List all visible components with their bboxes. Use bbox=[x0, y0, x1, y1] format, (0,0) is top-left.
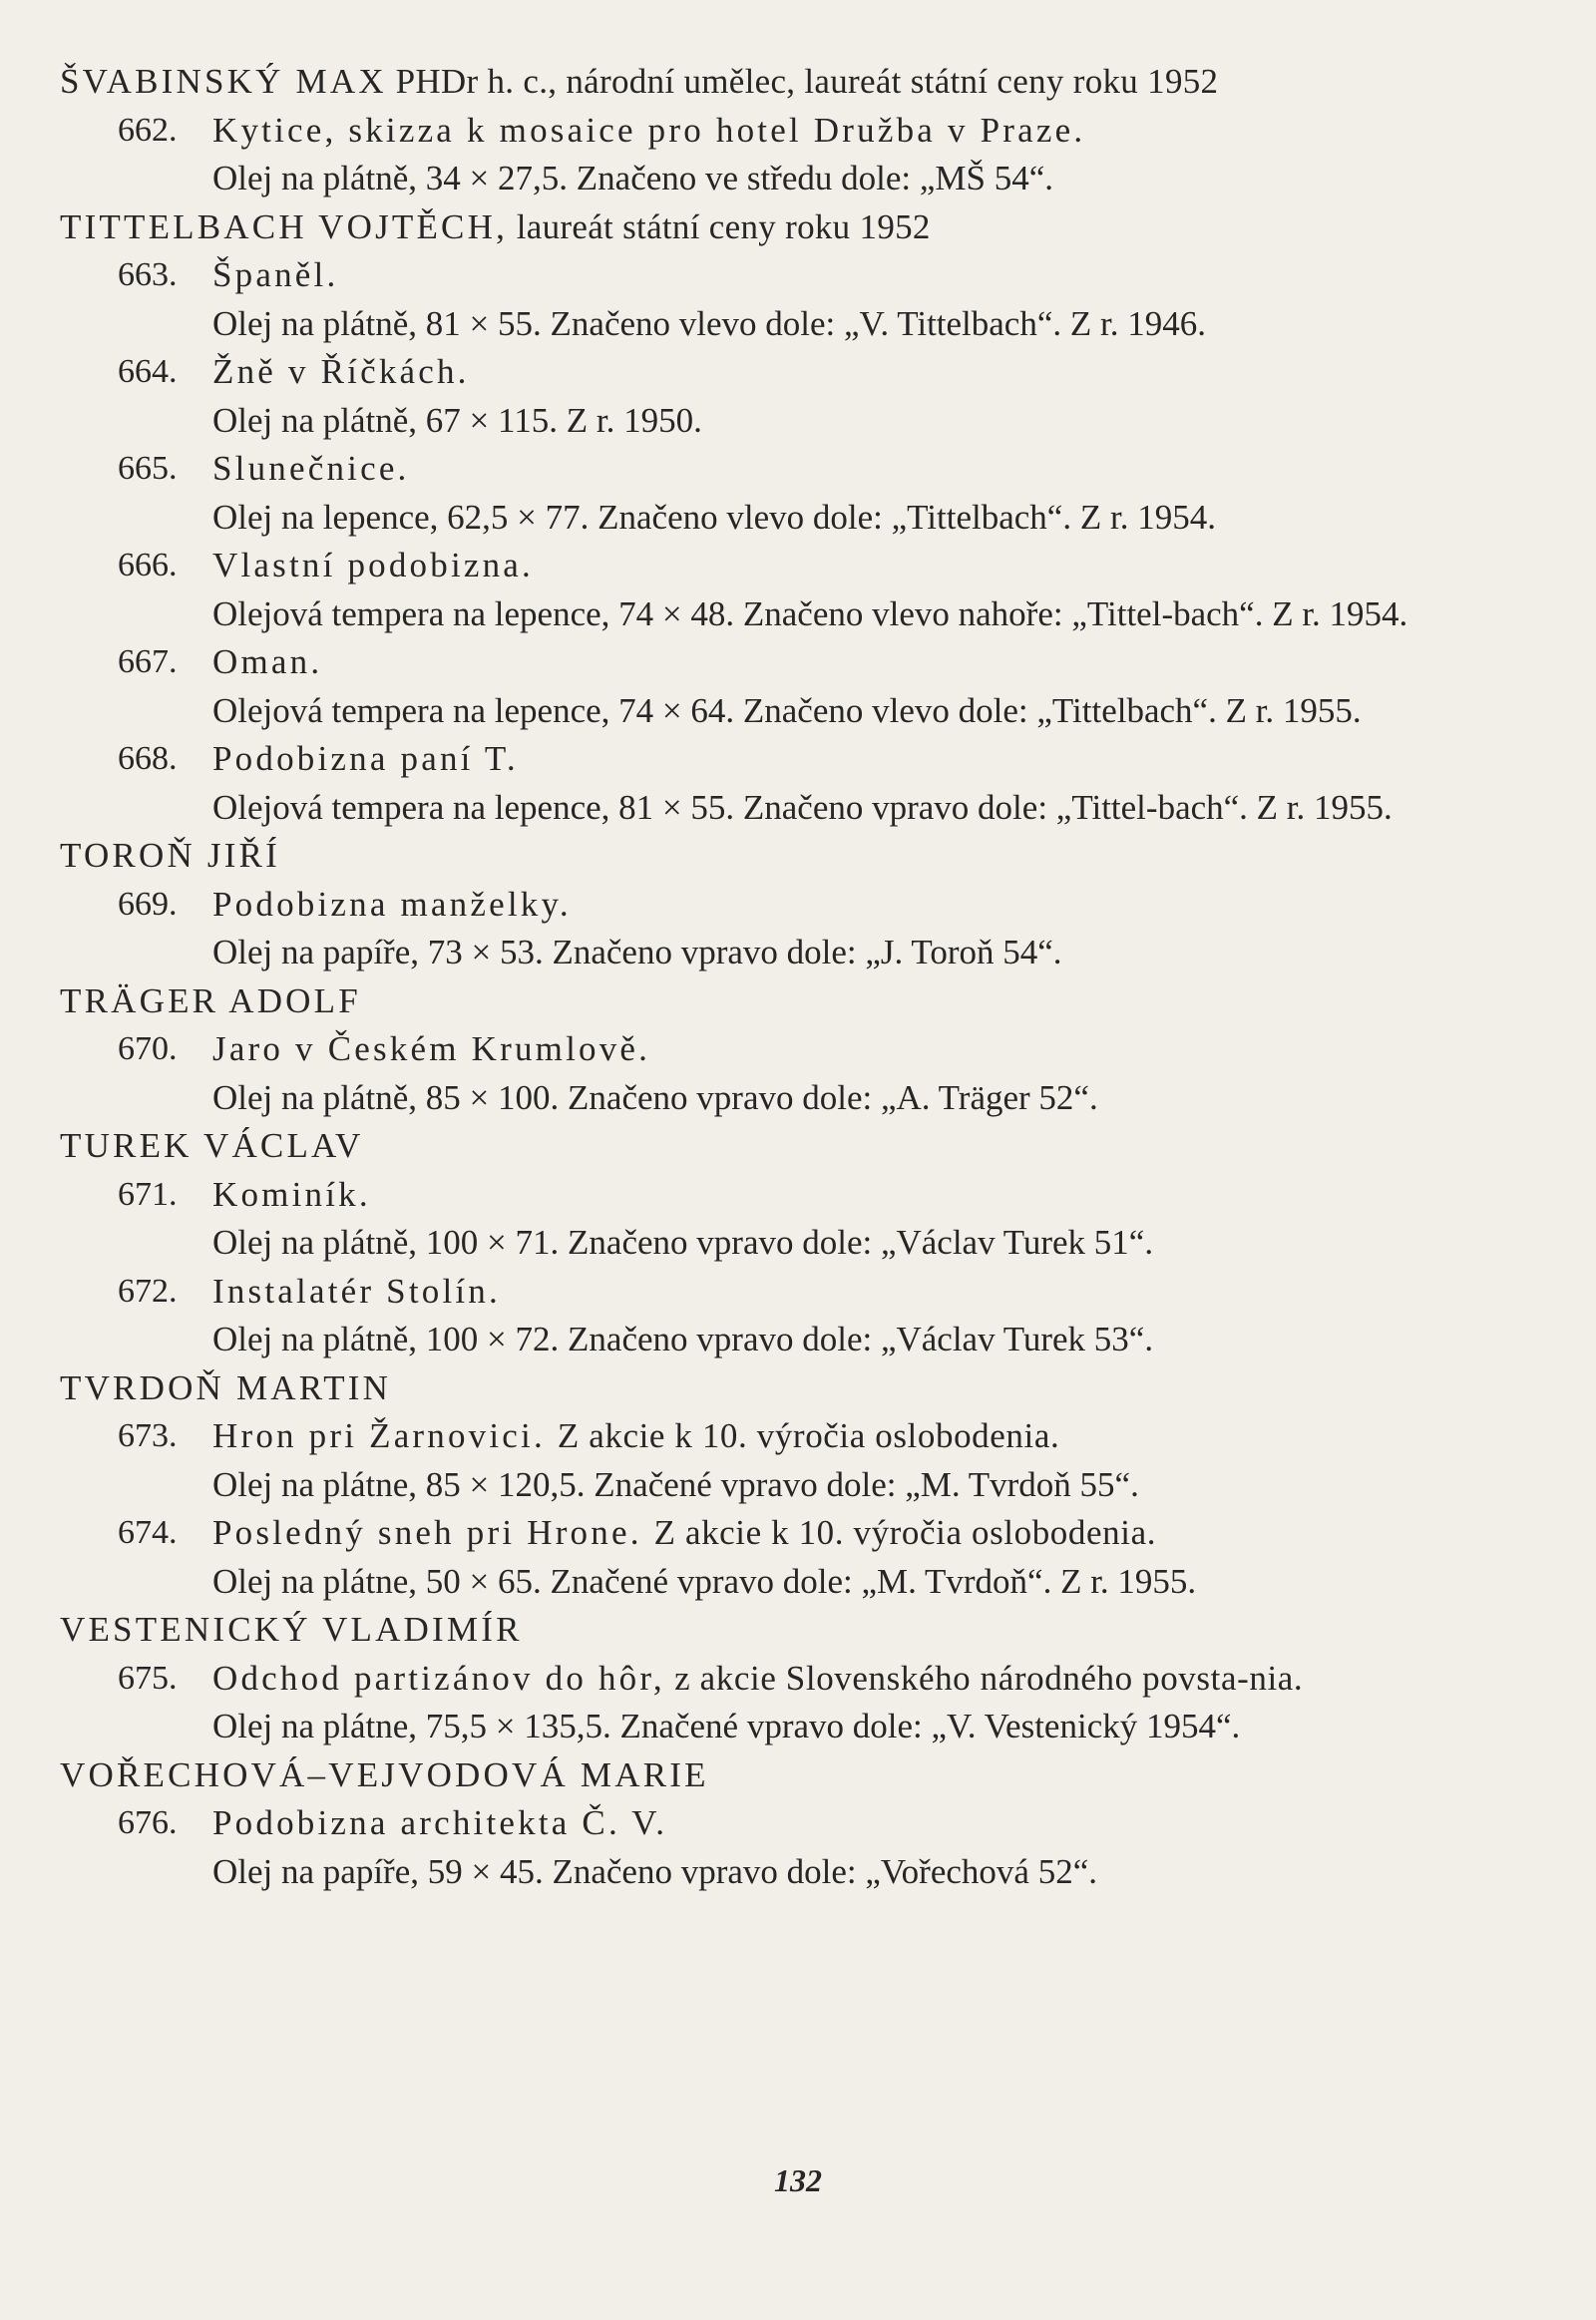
artist-name: TUREK VÁCLAV bbox=[60, 1126, 364, 1165]
entry-title: Podobizna manželky. bbox=[212, 884, 572, 924]
entry-description: Olej na plátně, 100 × 72. Značeno vpravo dole: „Václav Turek 53“. bbox=[212, 1320, 1154, 1358]
entry-description: Olej na plátně, 81 × 55. Značeno vlevo dole: „V. Tittelbach“. Z r. 1946. bbox=[212, 303, 1206, 343]
entry-number: 664. bbox=[118, 353, 178, 390]
entry-description: Olej na papíře, 73 × 53. Značeno vpravo dole: „J. Toroň 54“. bbox=[212, 933, 1062, 971]
entry-number: 671. bbox=[118, 1175, 178, 1213]
artist-note: laureát státní ceny roku 1952 bbox=[516, 206, 931, 246]
artist-name: TVRDOŇ MARTIN bbox=[60, 1367, 392, 1407]
catalog-entry bbox=[60, 1799, 1476, 1896]
entry-title: Slunečnice. bbox=[212, 449, 410, 488]
artist-note: PHDr h. c., národní umělec, laureát státní ceny roku 1952 bbox=[395, 62, 1219, 101]
artist-name: VESTENICKÝ VLADIMÍR bbox=[60, 1610, 523, 1649]
artist-name: TITTELBACH VOJTĚCH, bbox=[60, 206, 509, 246]
catalog-entry bbox=[60, 445, 1476, 542]
catalog-entry bbox=[60, 881, 1476, 977]
artist-name: TOROŇ JIŘÍ bbox=[60, 836, 280, 875]
entry-number: 668. bbox=[118, 740, 178, 777]
entry-description: Olej na plátne, 75,5 × 135,5. Značené vpravo dole: „V. Vestenický 1954“. bbox=[212, 1707, 1241, 1745]
catalog-entry bbox=[60, 107, 1476, 203]
catalog-entry bbox=[60, 251, 1476, 348]
entry-title: Kytice, skizza k mosaice pro hotel Družba v Praze. bbox=[212, 110, 1086, 150]
catalog-entry bbox=[60, 542, 1476, 638]
entry-number: 665. bbox=[118, 450, 178, 487]
catalog-entry bbox=[60, 735, 1476, 832]
artist-heading bbox=[60, 832, 1476, 881]
entry-number: 672. bbox=[118, 1272, 178, 1310]
entry-number: 674. bbox=[118, 1514, 178, 1551]
entry-title: Oman. bbox=[212, 642, 323, 681]
entry-title-main: Hron pri Žarnovici. bbox=[212, 1416, 546, 1455]
entry-number: 673. bbox=[118, 1417, 178, 1454]
entry-number: 669. bbox=[118, 885, 178, 923]
entry-number: 667. bbox=[118, 643, 178, 680]
entry-description: Olejová tempera na lepence, 74 × 48. Značeno vlevo nahoře: „Tittel-bach“. Z r. 1954. bbox=[212, 593, 1408, 633]
entry-description: Olej na papíře, 59 × 45. Značeno vpravo dole: „Vořechová 52“. bbox=[212, 1851, 1097, 1891]
entry-number: 662. bbox=[118, 111, 178, 149]
entry-title-main: Posledný sneh pri Hrone. bbox=[212, 1513, 642, 1552]
entry-title: Podobizna architekta Č. V. bbox=[212, 1803, 668, 1842]
entry-number: 675. bbox=[118, 1659, 178, 1697]
entry-title-main: Odchod partizánov do hôr, bbox=[212, 1658, 665, 1698]
artist-heading bbox=[60, 977, 1476, 1026]
artist-heading bbox=[60, 1364, 1476, 1413]
entry-description: Olej na lepence, 62,5 × 77. Značeno vlevo dole: „Tittelbach“. Z r. 1954. bbox=[212, 497, 1216, 537]
entry-number: 663. bbox=[118, 256, 178, 293]
artist-heading bbox=[60, 1606, 1476, 1655]
catalog-entry bbox=[60, 348, 1476, 445]
entry-description: Olejová tempera na lepence, 74 × 64. Značeno vlevo dole: „Tittelbach“. Z r. 1955. bbox=[212, 690, 1362, 730]
entry-title-extra: Z akcie k 10. výročia oslobodenia. bbox=[557, 1416, 1060, 1455]
entry-number: 676. bbox=[118, 1804, 178, 1841]
entry-description: Olej na plátne, 85 × 120,5. Značené vpravo dole: „M. Tvrdoň 55“. bbox=[212, 1464, 1139, 1504]
entry-number: 666. bbox=[118, 547, 178, 583]
entry-title bbox=[212, 1412, 1476, 1461]
catalog-list bbox=[60, 58, 1476, 1896]
entry-title: Podobizna paní T. bbox=[212, 739, 519, 778]
artist-name: ŠVABINSKÝ MAX bbox=[60, 62, 387, 101]
entry-description: Olej na plátně, 85 × 100. Značeno vpravo dole: „A. Träger 52“. bbox=[212, 1077, 1098, 1117]
catalog-entry bbox=[60, 1025, 1476, 1122]
catalog-entry bbox=[60, 1171, 1476, 1268]
catalog-entry bbox=[60, 1412, 1476, 1509]
entry-description: Olej na plátně, 100 × 71. Značeno vpravo dole: „Václav Turek 51“. bbox=[212, 1223, 1154, 1262]
artist-name: TRÄGER ADOLF bbox=[60, 980, 361, 1020]
artist-name: VOŘECHOVÁ–VEJVODOVÁ MARIE bbox=[60, 1754, 709, 1794]
entry-description: Olej na plátně, 67 × 115. Z r. 1950. bbox=[212, 400, 702, 440]
entry-title-extra: Z akcie k 10. výročia oslobodenia. bbox=[653, 1513, 1157, 1552]
entry-title: Žně v Říčkách. bbox=[212, 352, 470, 391]
catalog-entry bbox=[60, 638, 1476, 735]
entry-title: Kominík. bbox=[212, 1174, 371, 1214]
entry-title bbox=[212, 1509, 1476, 1558]
page-number: 132 bbox=[774, 2162, 822, 2198]
catalog-entry bbox=[60, 1268, 1476, 1364]
entry-description: Olej na plátně, 34 × 27,5. Značeno ve středu dole: „MŠ 54“. bbox=[212, 159, 1053, 197]
entry-number: 670. bbox=[118, 1030, 178, 1067]
catalog-entry bbox=[60, 1509, 1476, 1606]
entry-description: Olej na plátne, 50 × 65. Značené vpravo dole: „M. Tvrdoň“. Z r. 1955. bbox=[212, 1561, 1197, 1601]
catalog-entry bbox=[60, 1655, 1476, 1751]
entry-title: Vlastní podobizna. bbox=[212, 546, 534, 584]
artist-heading bbox=[60, 203, 1476, 252]
entry-title: Instalatér Stolín. bbox=[212, 1271, 501, 1311]
entry-title bbox=[212, 1655, 1476, 1704]
entry-description: Olejová tempera na lepence, 81 × 55. Značeno vpravo dole: „Tittel-bach“. Z r. 1955. bbox=[212, 787, 1393, 827]
artist-heading bbox=[60, 1122, 1476, 1171]
entry-title-extra: z akcie Slovenského národného povsta-nia. bbox=[674, 1658, 1304, 1698]
entry-title: Jaro v Českém Krumlově. bbox=[212, 1029, 651, 1068]
artist-heading bbox=[60, 58, 1476, 107]
artist-heading bbox=[60, 1751, 1476, 1800]
entry-title: Španěl. bbox=[212, 255, 339, 294]
